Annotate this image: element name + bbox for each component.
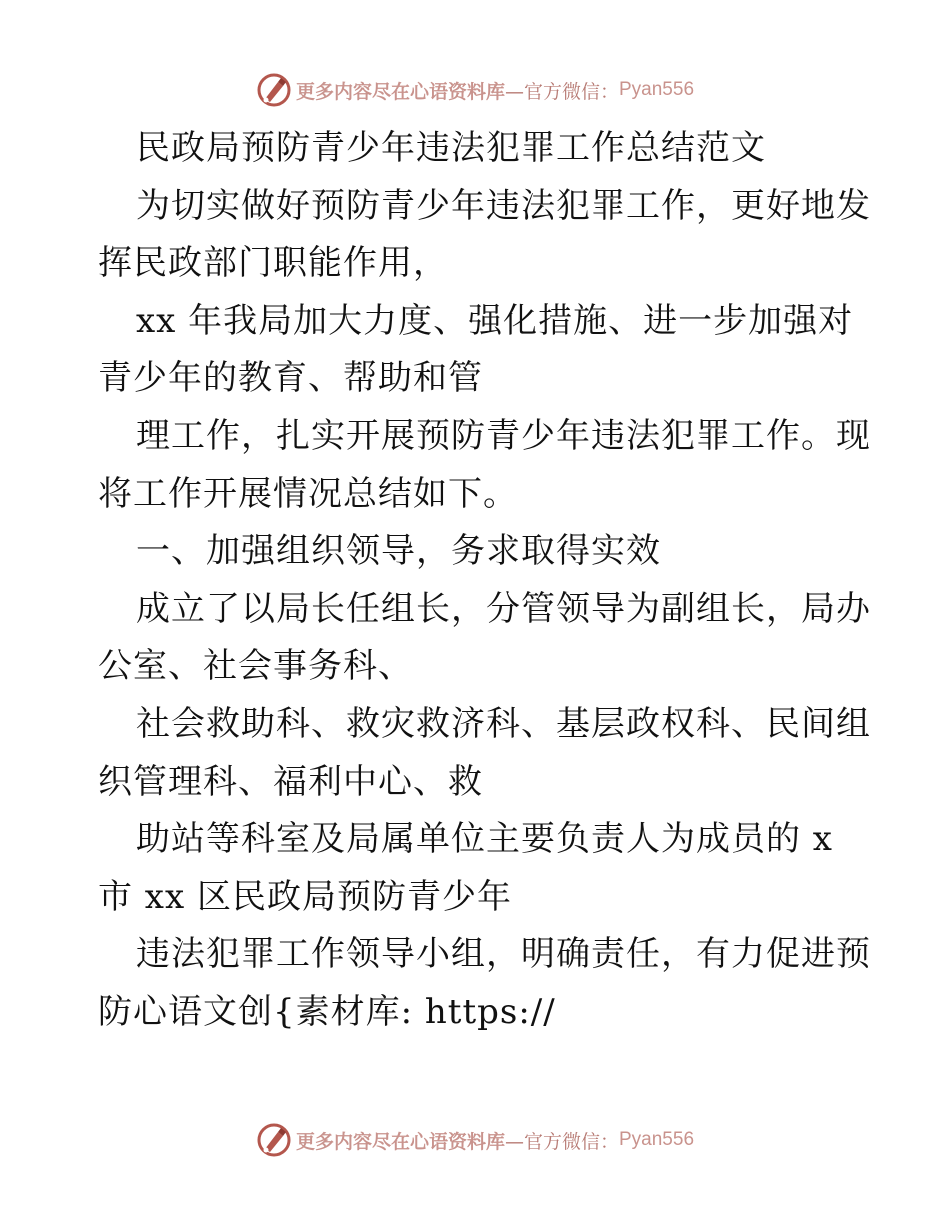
- official-label: —官方微信：: [504, 1130, 619, 1153]
- paragraph-line: 市 xx 区民政局预防青少年: [98, 876, 512, 917]
- pen-logo-icon: [256, 72, 292, 108]
- paragraph-line: 防心语文创{素材库: https://: [98, 991, 556, 1032]
- paragraph-line: 助站等科室及局属单位主要负责人为成员的 x: [136, 819, 833, 860]
- header-watermark-banner: [0, 70, 950, 110]
- wechat-id: Pyan556: [619, 1129, 695, 1150]
- wechat-id: Pyan556: [619, 79, 695, 100]
- promo-text: 更多内容尽在心语资料库: [295, 1130, 505, 1153]
- paragraph-line: 为切实做好预防青少年违法犯罪工作，更好地发: [136, 185, 871, 226]
- paragraph-line: 社会救助科、救灾救济科、基层政权科、民间组: [136, 703, 871, 744]
- paragraph-line: 青少年的教育、帮助和管: [98, 358, 483, 399]
- document-title: 民政局预防青少年违法犯罪工作总结范文: [136, 128, 766, 168]
- paragraph-line: 成立了以局长任组长，分管领导为副组长，局办: [136, 588, 871, 629]
- paragraph-line: 挥民政部门职能作用，: [98, 243, 448, 284]
- promo-text: 更多内容尽在心语资料库: [295, 80, 505, 103]
- official-label: —官方微信：: [504, 80, 619, 103]
- paragraph-line: xx 年我局加大力度、强化措施、进一步加强对: [136, 300, 854, 341]
- paragraph-line: 织管理科、福利中心、救: [98, 761, 483, 802]
- footer-watermark-banner: [0, 1120, 950, 1160]
- paragraph-line: 公室、社会事务科、: [98, 646, 413, 687]
- paragraph-line: 违法犯罪工作领导小组，明确责任，有力促进预: [136, 934, 871, 975]
- section-heading: 一、加强组织领导，务求取得实效: [136, 531, 661, 572]
- document-body: [98, 120, 871, 1042]
- pen-logo-icon: [256, 1122, 292, 1158]
- paragraph-line: 理工作，扎实开展预防青少年违法犯罪工作。现: [136, 415, 871, 456]
- paragraph-line: 将工作开展情况总结如下。: [98, 473, 518, 514]
